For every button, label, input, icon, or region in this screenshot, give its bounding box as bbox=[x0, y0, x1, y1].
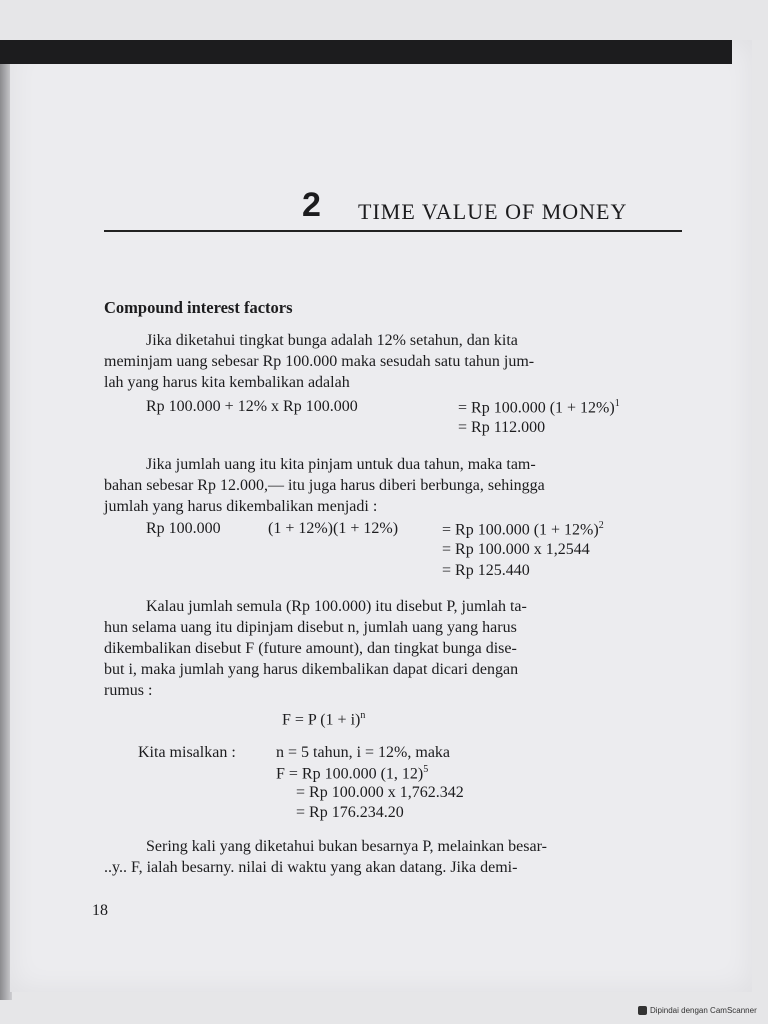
equation2-rhs1 bbox=[442, 520, 604, 539]
example-line2-text: F = Rp 100.000 (1, 12) bbox=[276, 765, 424, 783]
equation1-rhs1 bbox=[458, 398, 620, 417]
camscanner-watermark bbox=[638, 1006, 757, 1015]
paragraph-line: jumlah yang harus dikembalikan menjadi : bbox=[104, 498, 378, 515]
chapter-rule bbox=[104, 230, 682, 232]
camscanner-logo-icon bbox=[638, 1006, 647, 1015]
example-line3: = Rp 100.000 x 1,762.342 bbox=[296, 784, 464, 801]
paragraph-line: but i, maka jumlah yang harus dikembalikan dapat dicari dengan bbox=[104, 661, 519, 678]
paragraph-line: Jika jumlah uang itu kita pinjam untuk dua tahun, maka tam- bbox=[146, 456, 536, 473]
paragraph-line: Sering kali yang diketahui bukan besarnya P, melainkan besar- bbox=[146, 838, 547, 855]
example-line2 bbox=[276, 764, 428, 783]
paragraph-line: meminjam uang sebesar Rp 100.000 maka sesudah satu tahun jum- bbox=[104, 353, 535, 370]
paragraph-line: hun selama uang itu dipinjam disebut n, jumlah uang yang harus bbox=[104, 619, 517, 636]
equation1-rhs1-text: = Rp 100.000 (1 + 12%) bbox=[458, 399, 615, 417]
equation2-exponent: 2 bbox=[598, 520, 604, 531]
paragraph-line: lah yang harus kita kembalikan adalah bbox=[104, 374, 350, 391]
equation2-lhs: Rp 100.000 bbox=[146, 520, 221, 537]
page-number: 18 bbox=[92, 902, 108, 919]
formula-text: F = P (1 + i) bbox=[282, 711, 361, 729]
equation1-exponent: 1 bbox=[614, 398, 620, 409]
paragraph-line: bahan sebesar Rp 12.000,— itu juga harus diberi berbunga, sehingga bbox=[104, 477, 545, 494]
equation2-rhs3: = Rp 125.440 bbox=[442, 562, 530, 579]
example-line4: = Rp 176.234.20 bbox=[296, 804, 404, 821]
chapter-title: TIME VALUE OF MONEY bbox=[358, 199, 628, 224]
equation1-lhs: Rp 100.000 + 12% x Rp 100.000 bbox=[146, 398, 358, 415]
example-line1: n = 5 tahun, i = 12%, maka bbox=[276, 744, 451, 761]
section-heading: Compound interest factors bbox=[104, 298, 293, 317]
example-exponent: 5 bbox=[423, 764, 429, 775]
paragraph-line: dikembalikan disebut F (future amount), dan tingkat bunga dise- bbox=[104, 640, 517, 657]
paragraph-line: Jika diketahui tingkat bunga adalah 12% setahun, dan kita bbox=[146, 332, 518, 349]
equation1-rhs2: = Rp 112.000 bbox=[458, 419, 546, 436]
formula-exponent: n bbox=[360, 710, 366, 721]
paragraph-4 bbox=[104, 836, 679, 878]
paragraph-2 bbox=[104, 454, 679, 517]
paragraph-line: Kalau jumlah semula (Rp 100.000) itu disebut P, jumlah ta- bbox=[146, 598, 527, 615]
chapter-number: 2 bbox=[302, 186, 321, 224]
paragraph-line: ..y.. F, ialah besarny. nilai di waktu yang akan datang. Jika demi- bbox=[104, 859, 518, 876]
paragraph-line: rumus : bbox=[104, 682, 153, 699]
equation2-rhs2: = Rp 100.000 x 1,2544 bbox=[442, 541, 590, 558]
example-label: Kita misalkan : bbox=[138, 744, 236, 761]
watermark-text: Dipindai dengan CamScanner bbox=[650, 1006, 757, 1015]
paragraph-3 bbox=[104, 596, 679, 701]
equation2-mid: (1 + 12%)(1 + 12%) bbox=[268, 520, 399, 537]
page-top-dark-border bbox=[0, 40, 732, 64]
formula bbox=[282, 710, 365, 729]
paragraph-1 bbox=[104, 330, 679, 393]
equation2-rhs1-text: = Rp 100.000 (1 + 12%) bbox=[442, 521, 599, 539]
